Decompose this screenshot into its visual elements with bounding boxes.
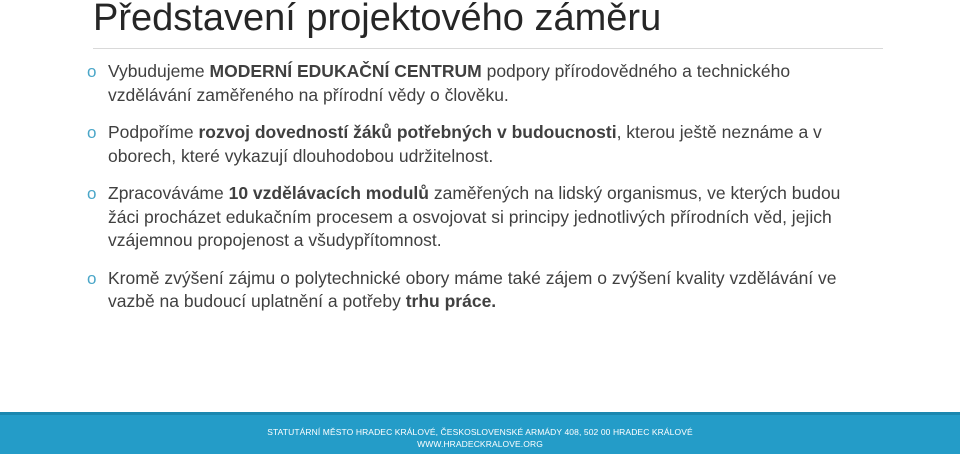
- bullet-item: [72, 267, 862, 314]
- bullet-list: [72, 60, 862, 328]
- bullet-item: [72, 182, 862, 253]
- bullet-text: [108, 61, 790, 105]
- bullet-circle-icon: o: [87, 268, 97, 288]
- bullet-emphasis: trhu práce.: [405, 291, 497, 311]
- footer-text: [0, 426, 960, 450]
- title-divider: [93, 48, 883, 49]
- slide-title: Představení projektového záměru: [93, 0, 662, 39]
- footer-accent-band: [0, 412, 960, 415]
- bullet-text-run: Zpracováváme: [108, 183, 229, 203]
- bullet-text: [108, 183, 840, 250]
- footer-website: WWW.HRADECKRALOVE.ORG: [417, 439, 543, 449]
- bullet-circle-icon: o: [87, 62, 97, 81]
- bullet-text: [108, 268, 837, 312]
- footer-bar: [0, 412, 960, 454]
- bullet-text-run: zaměřených na lidský organismus, ve kterých budou žáci procházet edukačním procesem a osvojovat si principy jednotlivých přírodních věd, jejich vzájemnou propojenost a všudypřítomnost.: [108, 183, 841, 250]
- bullet-text-run: Vybudujeme: [108, 61, 210, 81]
- bullet-emphasis: rozvoj dovedností žáků potřebných v budoucnosti: [198, 122, 617, 142]
- bullet-text-run: Podpoříme: [108, 122, 199, 142]
- bullet-item: [72, 121, 862, 168]
- bullet-circle-icon: o: [87, 184, 97, 203]
- bullet-circle-icon: o: [87, 123, 97, 142]
- bullet-text-run: Kromě zvýšení zájmu o polytechnické obory máme také zájem o zvýšení kvality vzdělávání ve vazbě na budoucí uplatnění a potřeby: [108, 267, 837, 311]
- bullet-emphasis: MODERNÍ EDUKAČNÍ CENTRUM: [209, 61, 482, 81]
- bullet-emphasis: 10 vzdělávacích modulů: [228, 183, 429, 203]
- bullet-text-run: , kterou ještě neznáme a v oborech, které vykazují dlouhodobou udržitelnost.: [108, 122, 822, 166]
- bullet-text-run: podpory přírodovědného a technického vzdělávání zaměřeného na přírodní vědy o člověku.: [108, 61, 791, 105]
- footer-address: STATUTÁRNÍ MĚSTO HRADEC KRÁLOVÉ, ČESKOSLOVENSKÉ ARMÁDY 408, 502 00 HRADEC KRÁLOVÉ: [267, 427, 693, 437]
- bullet-text: [108, 122, 822, 166]
- bullet-item: [72, 60, 862, 107]
